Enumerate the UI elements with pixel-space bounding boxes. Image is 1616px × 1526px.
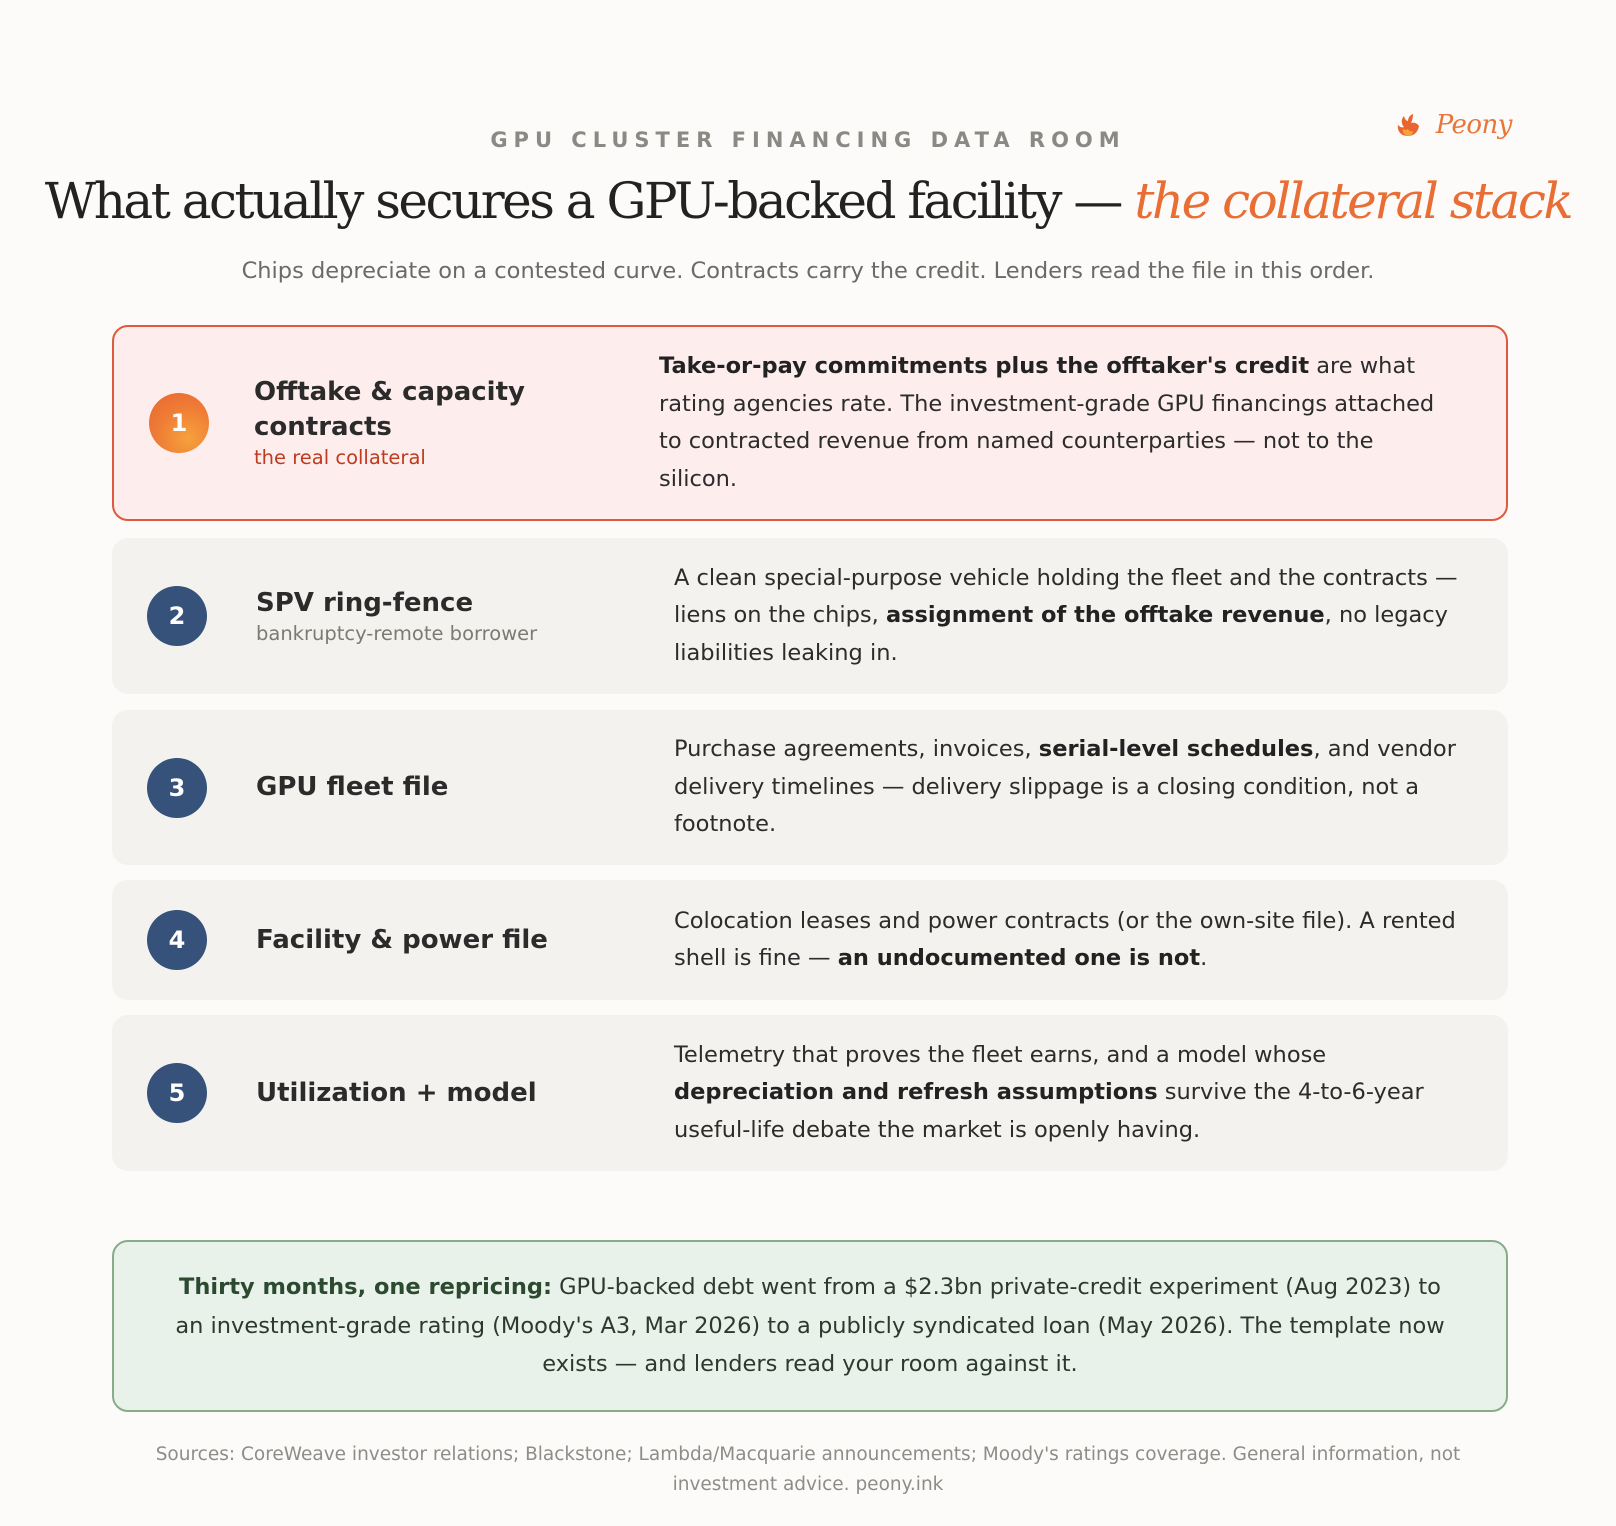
card-heading (256, 770, 616, 805)
card-subtitle: bankruptcy-remote borrower (256, 621, 538, 645)
card-heading (254, 375, 614, 471)
body-text: Colocation leases and power contracts (or the own-site file). A rented shell is fine — (674, 907, 1456, 971)
body-text: , no legacy liabilities leaking in. (674, 602, 1448, 666)
card-title: GPU fleet file (256, 772, 449, 802)
stack-card-spv (112, 538, 1508, 694)
stack-card-facility (112, 880, 1508, 1000)
step-badge: 1 (149, 393, 209, 453)
card-body (674, 903, 1466, 978)
card-title: Facility & power file (256, 924, 548, 955)
sources-footnote: Sources: CoreWeave investor relations; Blackstone; Lambda/Macquarie announcements; Moody's ratings coverage. General information, not investment advice. peony.ink (155, 1444, 1461, 1495)
step-badge: 4 (147, 910, 207, 970)
body-emphasis: serial-level schedules (1038, 736, 1314, 763)
body-emphasis: Take-or-pay commitments plus the offtaker's credit (659, 353, 1310, 379)
stack-card-utilization (112, 1015, 1508, 1171)
body-text: Purchase agreements, invoices, (674, 736, 1039, 763)
card-heading (256, 1076, 616, 1111)
subtitle: Chips depreciate on a contested curve. Contracts carry the credit. Lenders read the file in this order. (241, 258, 1375, 284)
page-title (0, 172, 1616, 230)
eyebrow: GPU CLUSTER FINANCING DATA ROOM (490, 128, 1126, 152)
card-subtitle: the real collateral (254, 446, 426, 469)
card-body (674, 1037, 1466, 1150)
title-main: What actually secures a GPU-backed facility — (44, 172, 1135, 230)
card-heading (256, 923, 616, 958)
body-emphasis: assignment of the offtake revenue (885, 602, 1325, 629)
body-text: Telemetry that proves the fleet earns, and a model whose (674, 1041, 1327, 1068)
body-text: are what rating agencies rate. The investment-grade GPU financings attached to contracted revenue from named counterparties — not to the silicon. (659, 353, 1435, 492)
card-heading (256, 586, 616, 647)
card-title: Offtake & capacity contracts (254, 377, 525, 442)
summary-lead: Thirty months, one repricing: (179, 1274, 552, 1300)
body-text: , and vendor delivery timelines — delivery slippage is a closing condition, not a footnote. (674, 736, 1456, 838)
body-emphasis: an undocumented one is not (837, 945, 1201, 971)
step-badge: 5 (147, 1063, 207, 1123)
body-text: . (1200, 945, 1208, 971)
stack-card-fleet (112, 710, 1508, 865)
card-title: Utilization + model (256, 1077, 537, 1108)
card-body (674, 731, 1466, 844)
title-accent: the collateral stack (1134, 172, 1572, 230)
body-text: survive the 4-to-6-year useful-life debate the market is openly having. (674, 1079, 1424, 1143)
stack-card-offtake (112, 325, 1508, 521)
step-badge: 2 (147, 586, 207, 646)
brand-name: Peony (1435, 110, 1512, 140)
card-body (659, 348, 1451, 498)
body-emphasis: depreciation and refresh assumptions (674, 1079, 1158, 1106)
summary-callout (112, 1240, 1508, 1412)
summary-text: GPU-backed debt went from a $2.3bn private-credit experiment (Aug 2023) to an investment-grade rating (Moody's A3, Mar 2026) to a publicly syndicated loan (May 2026). The template now exists — and lenders read your room against it. (175, 1274, 1445, 1377)
card-body (674, 560, 1466, 673)
body-text: A clean special-purpose vehicle holding the fleet and the contracts — liens on the chips, (674, 564, 1458, 629)
step-badge: 3 (147, 758, 207, 818)
card-title: SPV ring-fence (256, 587, 474, 618)
